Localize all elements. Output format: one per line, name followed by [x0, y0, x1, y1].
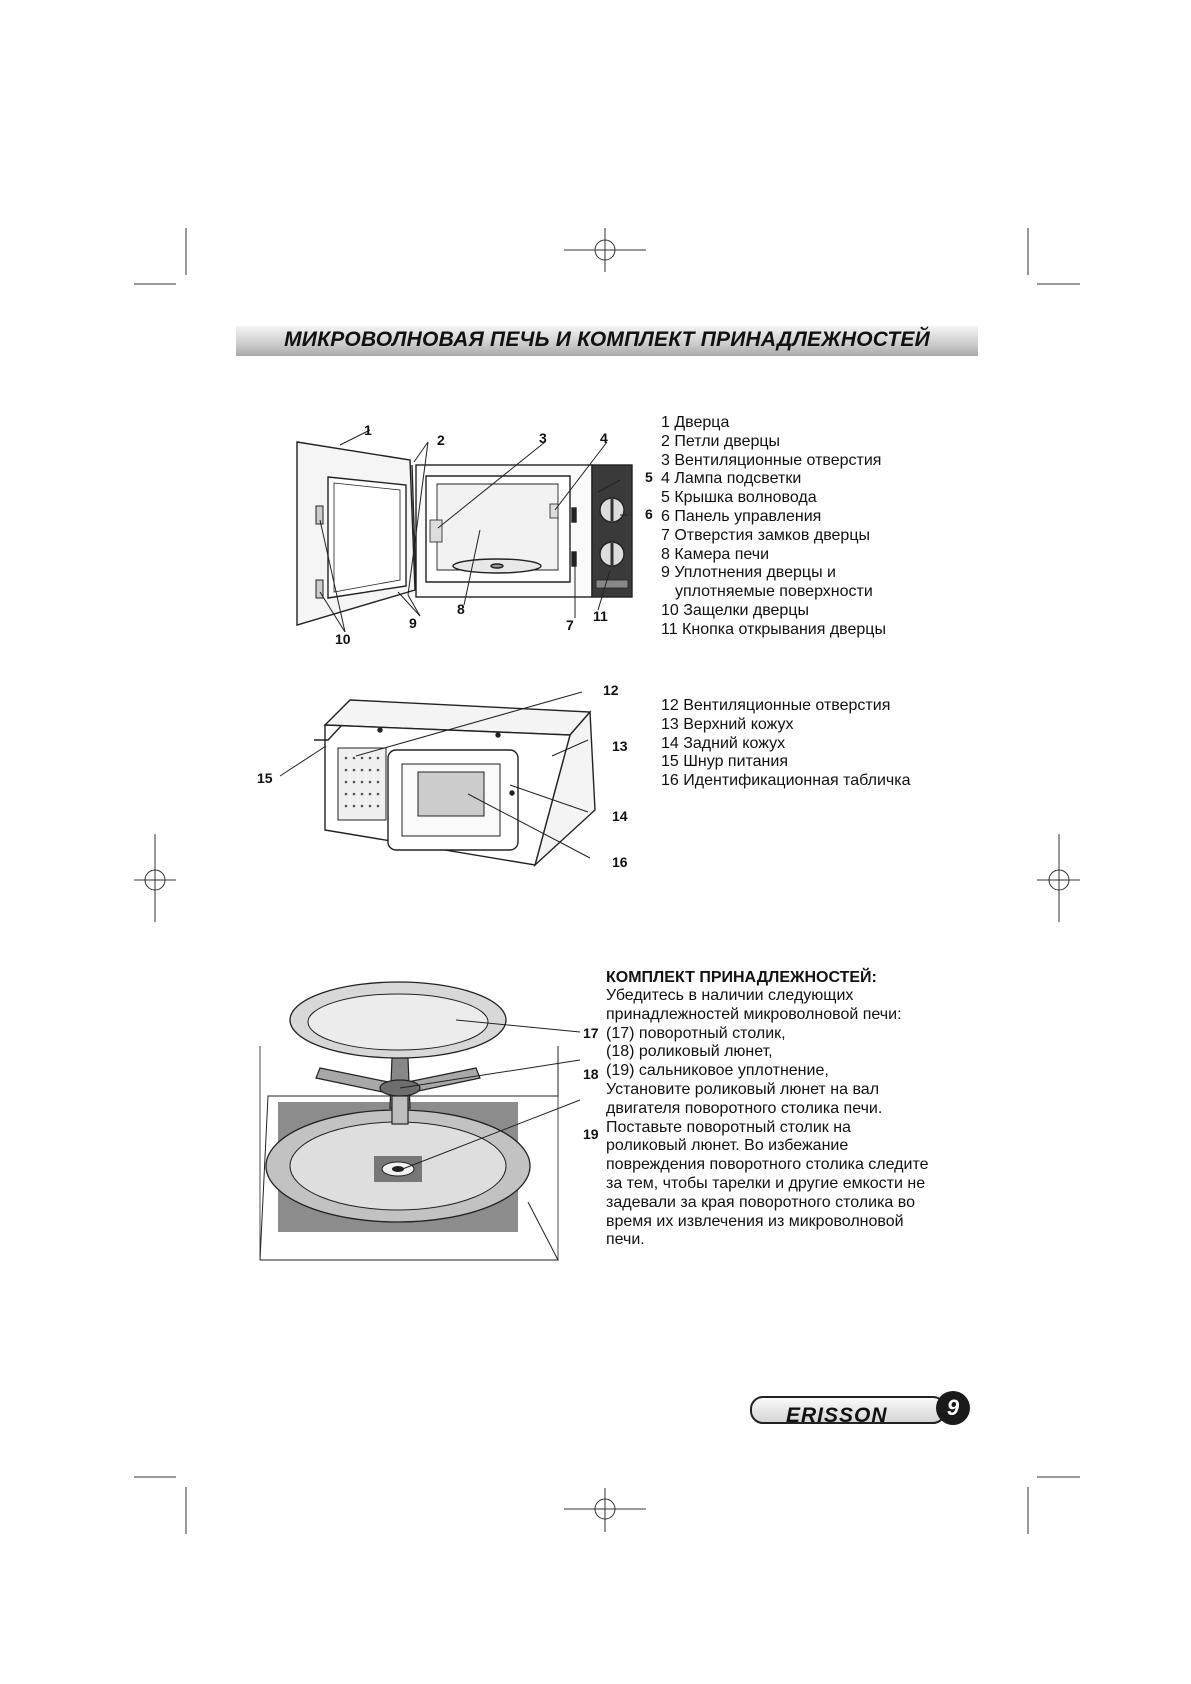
- fig1-label-1: 1: [364, 422, 372, 438]
- legend-item: 16 Идентификационная табличка: [661, 772, 911, 790]
- legend-item: 6 Панель управления: [661, 507, 822, 525]
- legend-item: 8 Камера печи: [661, 545, 770, 563]
- fig2-label-15: 15: [257, 770, 273, 786]
- legend-front: [661, 414, 886, 640]
- fig2-label-13: 13: [612, 738, 628, 754]
- accessories-line: (19) сальниковое уплотнение,: [606, 1062, 829, 1080]
- fig1-label-8: 8: [457, 601, 465, 617]
- brand-name: ERISSON: [786, 1404, 888, 1427]
- fig1-label-4: 4: [600, 430, 608, 446]
- fig1-label-2: 2: [437, 432, 445, 448]
- microwave-rear-diagram: [280, 690, 620, 880]
- brand-logo: [750, 1396, 946, 1427]
- accessories-line: печи.: [606, 1231, 645, 1249]
- legend-item: 1 Дверца: [661, 414, 730, 431]
- brand-footer: [750, 1391, 970, 1425]
- accessories-section: [606, 968, 928, 1250]
- fig1-label-6: 6: [645, 506, 653, 522]
- fig2-label-12: 12: [603, 682, 619, 698]
- accessories-line: (17) поворотный столик,: [606, 1024, 786, 1042]
- fig3-label-18: 18: [583, 1066, 599, 1082]
- legend-item: 9 Уплотнения дверцы и: [661, 564, 836, 582]
- fig2-label-14: 14: [612, 808, 628, 824]
- legend-item: 13 Верхний кожух: [661, 715, 794, 733]
- accessories-line: принадлежностей микроволновой печи:: [606, 1005, 902, 1023]
- accessories-line: время их извлечения из микроволновой: [606, 1212, 904, 1230]
- legend-item: 2 Петли дверцы: [661, 432, 781, 450]
- accessories-line: повреждения поворотного столика следите: [606, 1156, 929, 1174]
- legend-item: 10 Защелки дверцы: [661, 601, 809, 619]
- accessories-line: (18) роликовый люнет,: [606, 1043, 773, 1061]
- title-bar: [236, 326, 978, 356]
- legend-item: 5 Крышка волновода: [661, 489, 817, 507]
- accessories-line: Убедитесь в наличии следующих: [606, 987, 854, 1004]
- fig3-label-17: 17: [583, 1025, 599, 1041]
- accessories-line: задевали за края поворотного столика во: [606, 1193, 915, 1211]
- page-title: МИКРОВОЛНОВАЯ ПЕЧЬ И КОМПЛЕКТ ПРИНАДЛЕЖНОСТЕЙ: [284, 328, 930, 351]
- fig1-label-5: 5: [645, 469, 653, 485]
- accessories-line: Установите роликовый люнет на вал: [606, 1080, 880, 1098]
- legend-back: [661, 697, 910, 791]
- fig1-label-7: 7: [566, 617, 574, 633]
- legend-item: 3 Вентиляционные отверстия: [661, 451, 882, 469]
- legend-item: 12 Вентиляционные отверстия: [661, 697, 891, 714]
- legend-item: 4 Лампа подсветки: [661, 470, 802, 488]
- fig3-label-19: 19: [583, 1126, 599, 1142]
- accessories-line: Поставьте поворотный столик на: [606, 1118, 851, 1136]
- accessories-line: роликовый люнет. Во избежание: [606, 1137, 849, 1155]
- legend-item: 7 Отверстия замков дверцы: [661, 526, 870, 544]
- fig1-label-3: 3: [539, 430, 547, 446]
- accessories-line: за тем, чтобы тарелки и другие емкости не: [606, 1174, 926, 1192]
- fig2-label-16: 16: [612, 854, 628, 870]
- fig1-label-11: 11: [593, 608, 608, 624]
- fig1-label-9: 9: [409, 615, 417, 631]
- page-number: 9: [936, 1391, 970, 1425]
- legend-item: уплотняемые поверхности: [675, 583, 873, 601]
- legend-item: 15 Шнур питания: [661, 753, 788, 771]
- turntable-diagram: [258, 980, 598, 1260]
- accessories-title: КОМПЛЕКТ ПРИНАДЛЕЖНОСТЕЙ:: [606, 969, 877, 986]
- legend-item: 14 Задний кожух: [661, 734, 786, 752]
- accessories-line: двигателя поворотного столика печи.: [606, 1099, 883, 1117]
- fig1-label-10: 10: [335, 631, 351, 647]
- legend-item: 11 Кнопка открывания дверцы: [661, 620, 886, 638]
